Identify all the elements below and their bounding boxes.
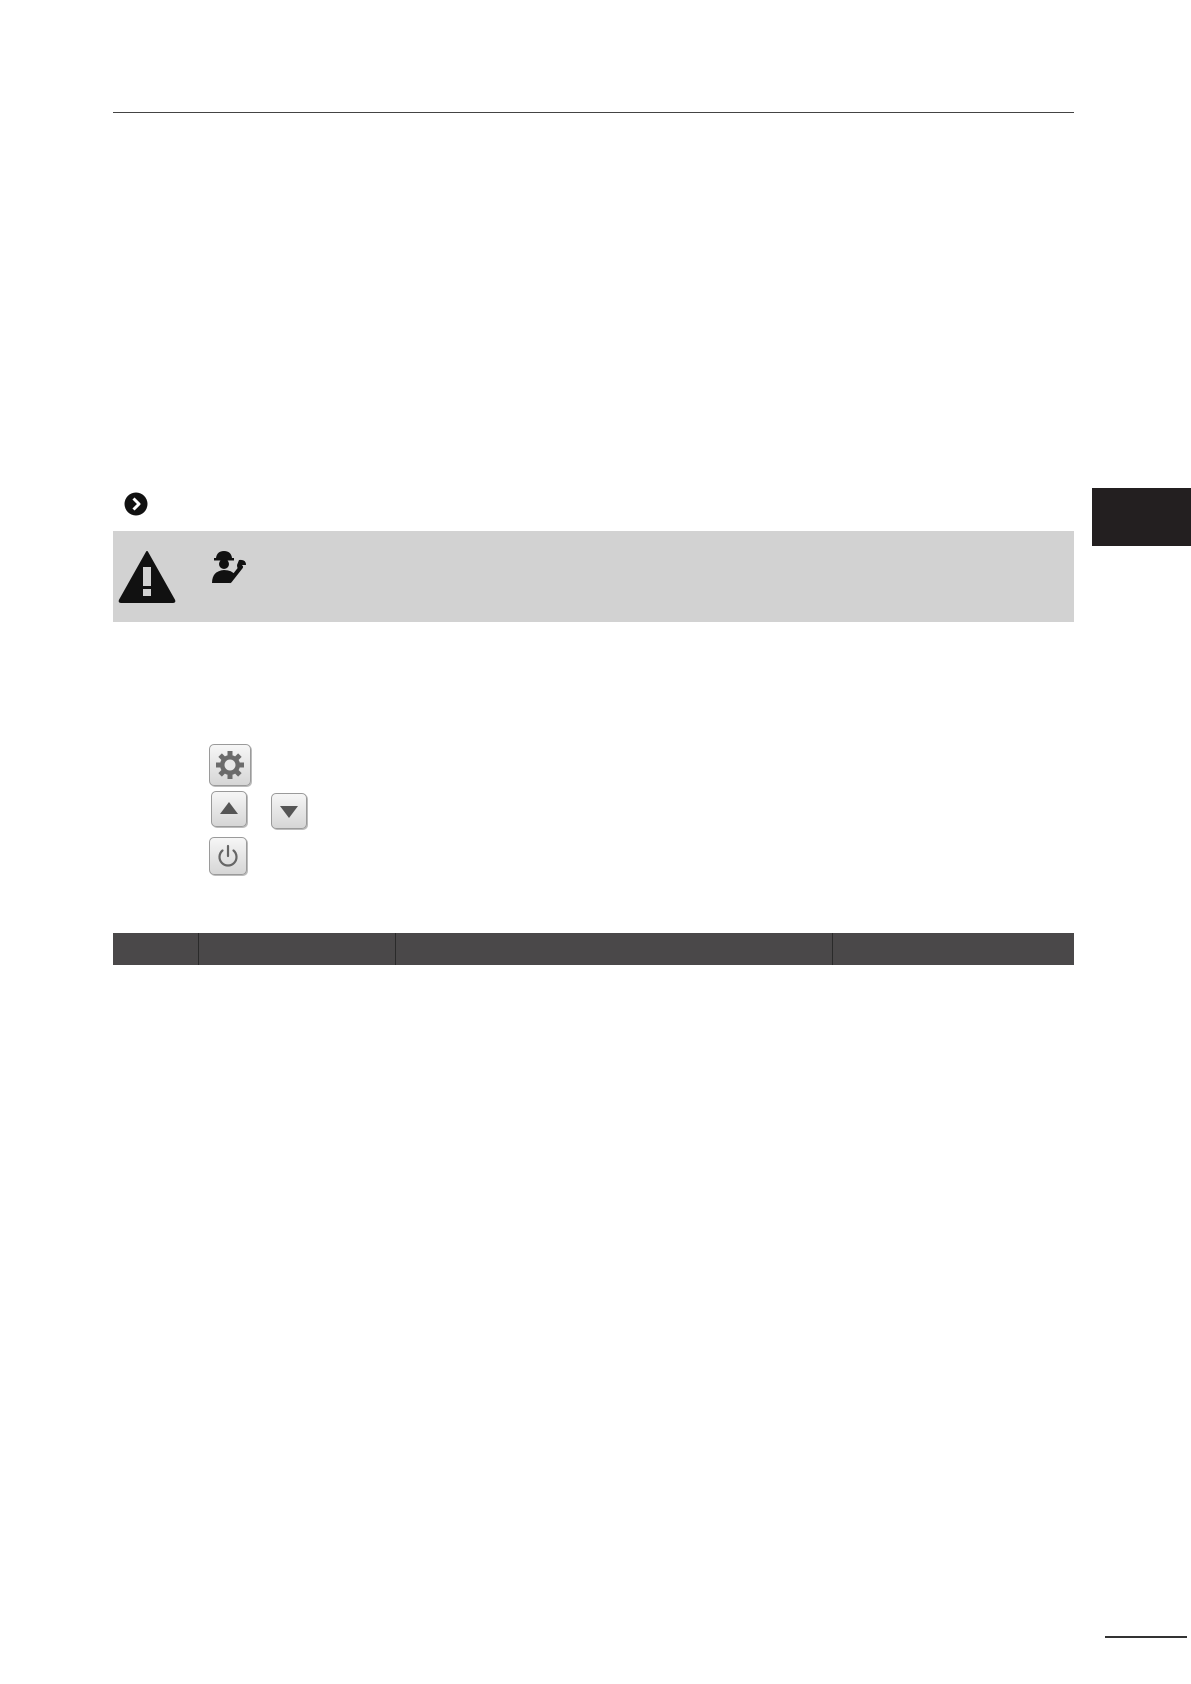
warning-box: [113, 531, 1074, 622]
gear-icon: [210, 745, 250, 785]
header-cell: [198, 933, 395, 965]
triangle-up-icon: [212, 792, 246, 826]
settings-button[interactable]: [209, 744, 251, 786]
page-number-rule: [1105, 1636, 1187, 1638]
power-button[interactable]: [209, 837, 247, 875]
bottom-table: [113, 933, 1074, 965]
technician-wrench-icon: [210, 550, 248, 584]
side-chapter-tab: [1092, 488, 1191, 546]
power-icon: [210, 838, 246, 874]
down-button[interactable]: [271, 793, 307, 829]
warning-triangle-icon: [117, 549, 177, 604]
up-button[interactable]: [211, 791, 247, 827]
triangle-down-icon: [272, 794, 306, 828]
chevron-right-circle-icon: [124, 492, 148, 516]
header-cell: [395, 933, 832, 965]
header-cell: [832, 933, 1074, 965]
top-table: [113, 112, 1074, 113]
header-cell: [113, 933, 198, 965]
table-header-row: [113, 933, 1074, 965]
